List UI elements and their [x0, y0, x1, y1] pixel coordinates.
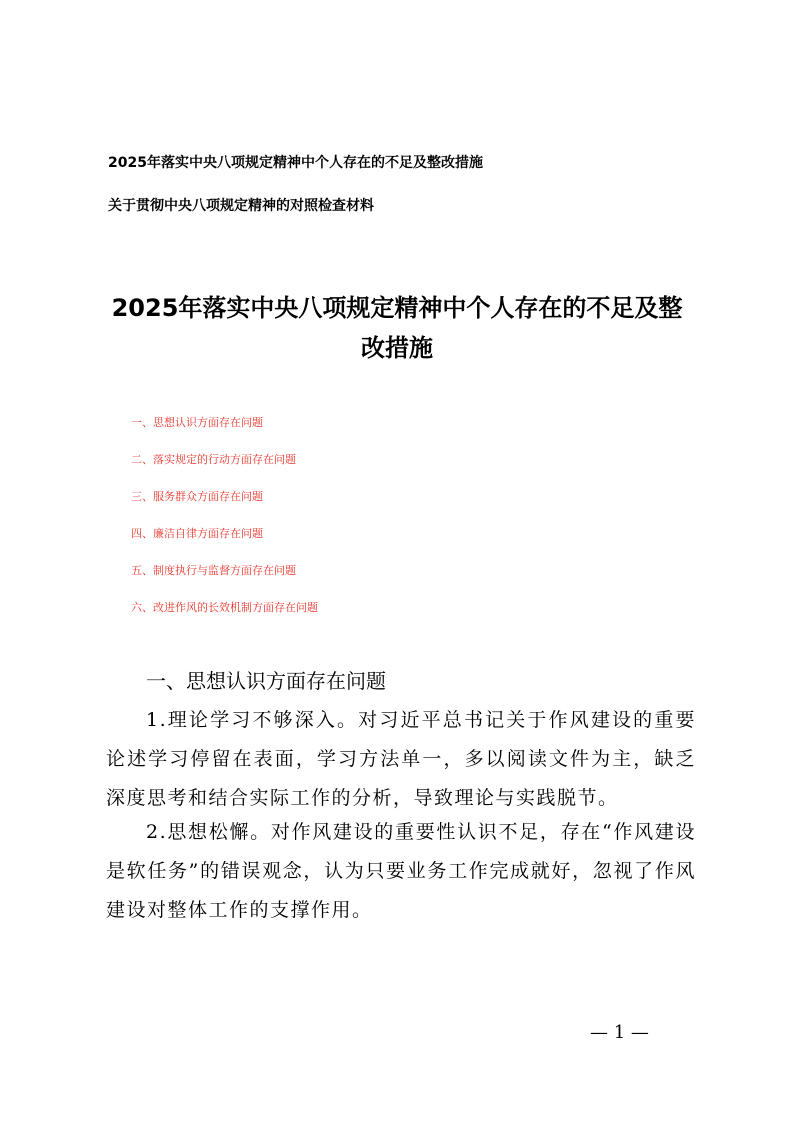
body-paragraph-2: 2.思想松懈。对作风建设的重要性认识不足，存在“作风建设是软任务”的错误观念，认为只要业务工作完成就好，忽视了作风建设对整体工作的支撑作用。 [106, 821, 696, 921]
toc-item-6[interactable]: 六、改进作风的长效机制方面存在问题 [131, 601, 318, 614]
section-heading-1: 一、思想认识方面存在问题 [146, 669, 386, 693]
related-link-1[interactable]: 2025年落实中央八项规定精神中个人存在的不足及整改措施 [108, 155, 483, 171]
related-link-2[interactable]: 关于贯彻中央八项规定精神的对照检查材料 [108, 198, 374, 214]
toc-item-5[interactable]: 五、制度执行与监督方面存在问题 [131, 564, 296, 577]
toc-item-4[interactable]: 四、廉洁自律方面存在问题 [131, 527, 263, 540]
toc-item-2[interactable]: 二、落实规定的行动方面存在问题 [131, 453, 296, 466]
body-paragraph-1: 1.理论学习不够深入。对习近平总书记关于作风建设的重要论述学习停留在表面，学习方法单一，多以阅读文件为主，缺乏深度思考和结合实际工作的分析，导致理论与实践脱节。 [106, 709, 696, 809]
document-title: 2025年落实中央八项规定精神中个人存在的不足及整改措施 [111, 294, 683, 362]
toc-item-1[interactable]: 一、思想认识方面存在问题 [131, 416, 263, 429]
page-number: — 1 — [590, 1022, 649, 1043]
table-of-contents [131, 412, 318, 634]
toc-item-3[interactable]: 三、服务群众方面存在问题 [131, 490, 263, 503]
